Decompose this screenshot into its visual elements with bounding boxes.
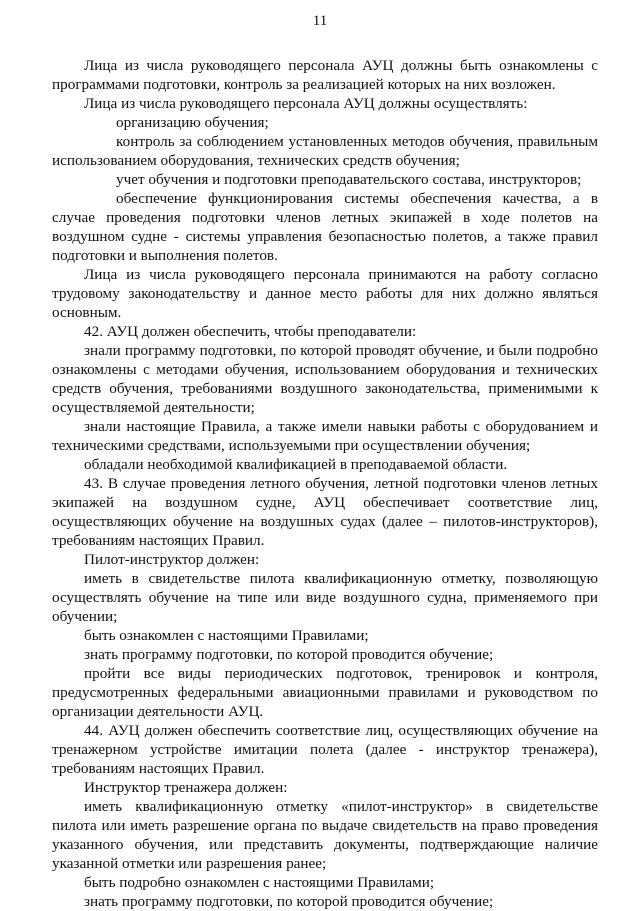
page-number: 11: [312, 13, 328, 29]
paragraph: Инструктор тренажера должен:: [84, 779, 288, 796]
paragraph: 43. В случае проведения летного обучения, летной подготовки членов летных экипажей на воздушном судне, АУЦ обеспечивает соответствие лиц, осуществляющих обучение на воздушных судах (далее – пилотов-инструкторов), требованиям настоящих Правил.: [52, 475, 598, 549]
paragraph: 44. АУЦ должен обеспечить соответствие лиц, осуществляющих обучение на тренажерном устройстве имитации полета (далее - инструктор тренажера), требованиям настоящих Правил.: [52, 722, 598, 777]
document-body: [52, 56, 598, 911]
paragraph: знали программу подготовки, по которой проводят обучение, и были подробно ознакомлены с методами обучения, использованием оборудования и технических средств обучения, требованиями воздушного законодательства, применимыми к осуществляемой деятельности;: [52, 342, 598, 416]
paragraph: 42. АУЦ должен обеспечить, чтобы преподаватели:: [84, 323, 417, 340]
paragraph: знали настоящие Правила, а также имели навыки работы с оборудованием и техническими средствами, используемыми при осуществлении обучения;: [52, 418, 598, 454]
paragraph: Лица из числа руководящего персонала АУЦ должны осуществлять:: [84, 95, 528, 112]
paragraph: быть ознакомлен с настоящими Правилами;: [84, 627, 369, 644]
paragraph: пройти все виды периодических подготовок, тренировок и контроля, предусмотренных федеральными авиационными правилами и руководством по организации деятельности АУЦ.: [52, 665, 598, 720]
paragraph: иметь в свидетельстве пилота квалификационную отметку, позволяющую осуществлять обучение на типе или виде воздушного судна, применяемого при обучении;: [52, 570, 598, 625]
paragraph: организацию обучения;: [116, 114, 269, 131]
paragraph: учет обучения и подготовки преподавательского состава, инструкторов;: [116, 171, 582, 188]
paragraph: Лица из числа руководящего персонала принимаются на работу согласно трудовому законодательству и данное место работы для них должно являться основным.: [52, 266, 598, 321]
paragraph: Пилот-инструктор должен:: [84, 551, 260, 568]
paragraph: иметь квалификационную отметку «пилот-инструктор» в свидетельстве пилота или иметь разрешение органа по выдаче свидетельств на право проведения указанного обучения, или представить документы, подтверждающие наличие указанной отметки или разрешения ранее;: [52, 798, 598, 872]
paragraph: контроль за соблюдением установленных методов обучения, правильным использованием оборудования, технических средств обучения;: [52, 133, 598, 169]
paragraph: Лица из числа руководящего персонала АУЦ должны быть ознакомлены с программами подготовки, контроль за реализацией которых на них возложен.: [52, 57, 598, 93]
paragraph: знать программу подготовки, по которой проводится обучение;: [84, 646, 494, 663]
paragraph: быть подробно ознакомлен с настоящими Правилами;: [84, 874, 435, 891]
paragraph: обладали необходимой квалификацией в преподаваемой области.: [84, 456, 508, 473]
paragraph: знать программу подготовки, по которой проводится обучение;: [84, 893, 494, 910]
paragraph: обеспечение функционирования системы обеспечения качества, а в случае проведения подготовки членов летных экипажей в ходе полетов на воздушном судне - системы управления безопасностью полетов, а также правил подготовки и выполнения полетов.: [52, 190, 598, 264]
